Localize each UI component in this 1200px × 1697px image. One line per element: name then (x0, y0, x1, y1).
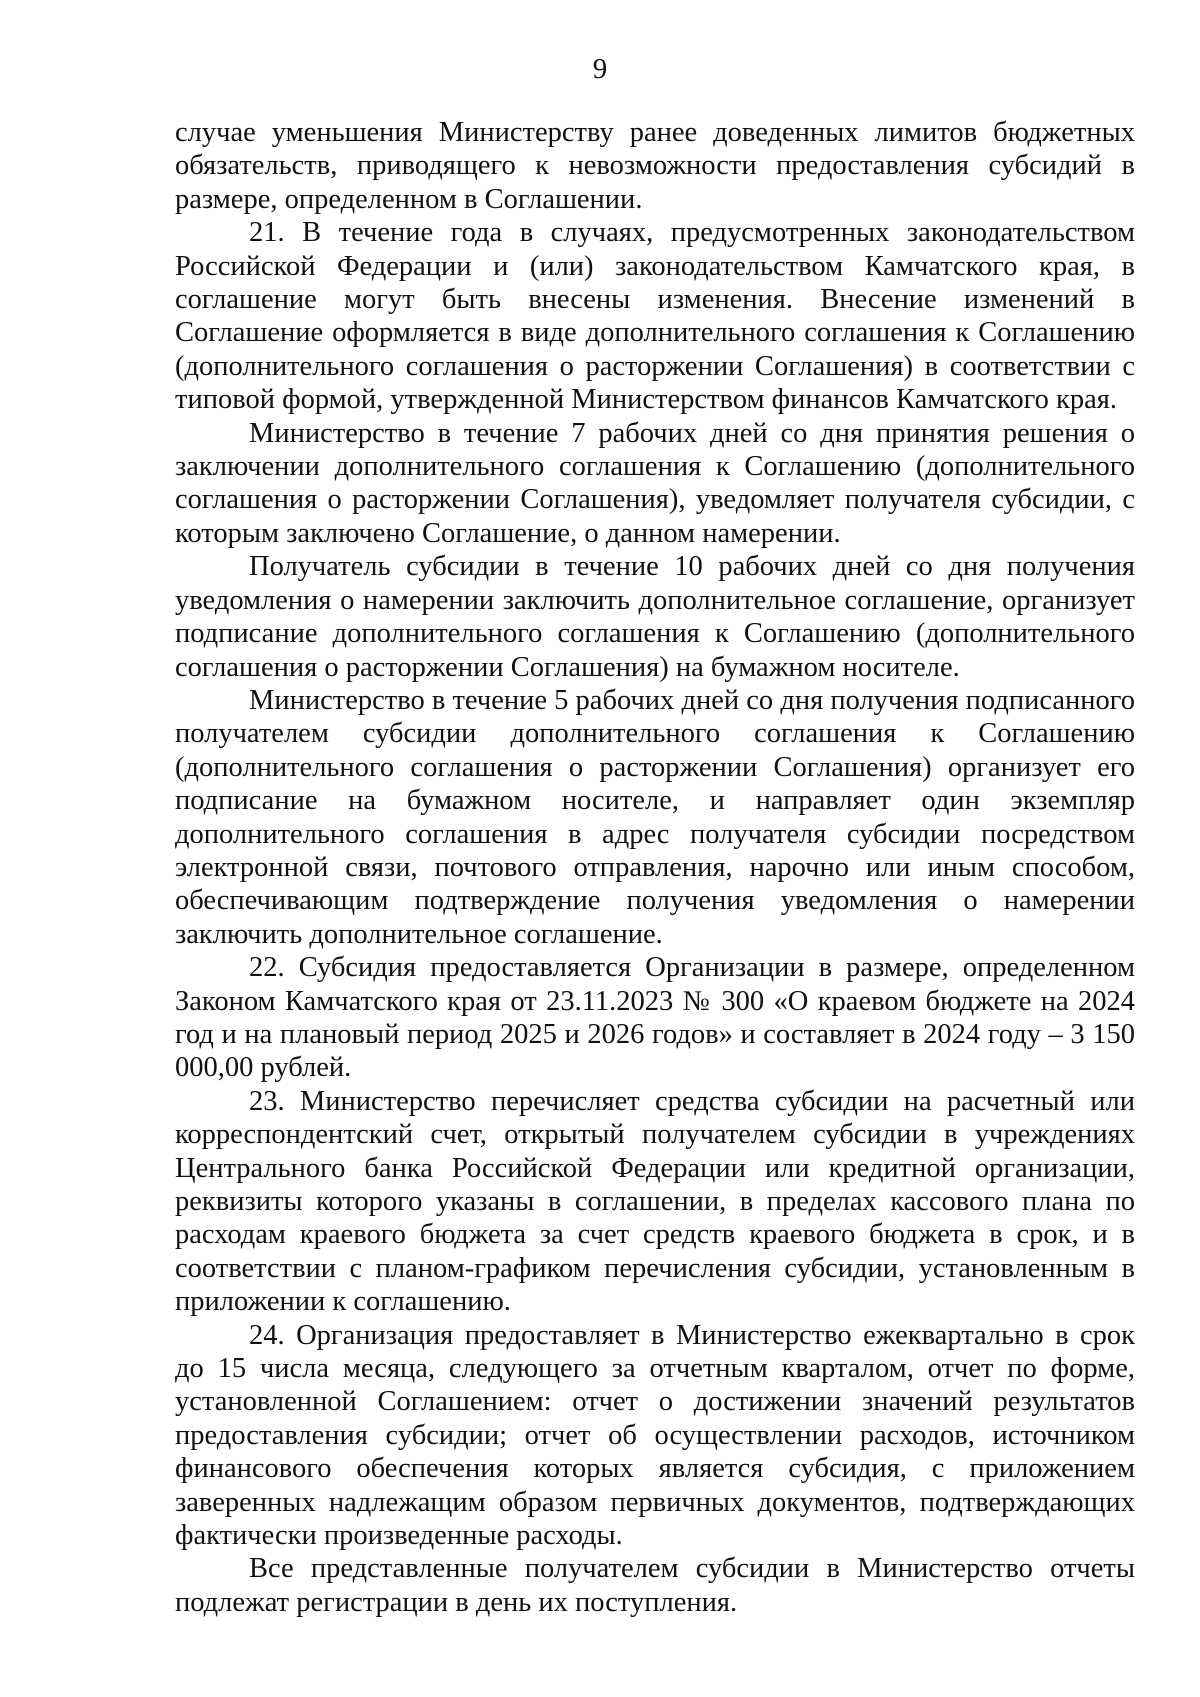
paragraph-ministry-signing: Министерство в течение 5 рабочих дней со дня получения подписанного получателем субсидии дополнительного соглашения к Соглашению (дополнительного соглашения о расторжении Соглашения) организует его подписание на бумажном носителе, и направляет один экземпляр дополнительного соглашения в адрес получателя субсидии посредством электронной связи, почтового отправления, нарочно или иным способом, обеспечивающим подтверждение получения уведомления о намерении заключить дополнительное соглашение. (175, 684, 1135, 950)
paragraph-recipient-signing: Получатель субсидии в течение 10 рабочих дней со дня получения уведомления о намерении заключить дополнительное соглашение, организует подписание дополнительного соглашения к Соглашению (дополнительного соглашения о расторжении Соглашения) на бумажном носителе. (175, 551, 1135, 683)
paragraph-continuation: случае уменьшения Министерству ранее доведенных лимитов бюджетных обязательств, приводящего к невозможности предоставления субсидий в размере, определенном в Соглашении. (175, 117, 1135, 215)
paragraph-clause-23: 23. Министерство перечисляет средства субсидии на расчетный или корреспондентский счет, открытый получателем субсидии в учреждениях Центрального банка Российской Федерации или кредитной организации, реквизиты которого указаны в соглашении, в пределах кассового плана по расходам краевого бюджета за счет средств краевого бюджета в срок, и в соответствии с планом-графиком перечисления субсидии, установленным в приложении к соглашению. (175, 1085, 1135, 1318)
paragraph-clause-21: 21. В течение года в случаях, предусмотренных законодательством Российской Федерации и (или) законодательством Камчатского края, в соглашение могут быть внесены изменения. Внесение изменений в Соглашение оформляется в виде дополнительного соглашения к Соглашению (дополнительного соглашения о расторжении Соглашения) в соответствии с типовой формой, утвержденной Министерством финансов Камчатского края. (175, 217, 1135, 416)
paragraph-reports-registration: Все представленные получателем субсидии в Министерство отчеты подлежат регистрации в день их поступления. (175, 1553, 1135, 1618)
page-number: 9 (592, 53, 608, 85)
document-body (175, 116, 1135, 1619)
paragraph-clause-22: 22. Субсидия предоставляется Организации в размере, определенном Законом Камчатского края от 23.11.2023 № 300 «О краевом бюджете на 2024 год и на плановый период 2025 и 2026 годов» и составляет в 2024 году – 3 150 000,00 рублей. (175, 952, 1135, 1084)
paragraph-ministry-notification: Министерство в течение 7 рабочих дней со дня принятия решения о заключении дополнительного соглашения к Соглашению (дополнительного соглашения о расторжении Соглашения), уведомляет получателя субсидии, с которым заключено Соглашение, о данном намерении. (175, 417, 1135, 549)
paragraph-clause-24: 24. Организация предоставляет в Министерство ежеквартально в срок до 15 числа месяца, следующего за отчетным кварталом, отчет по форме, установленной Соглашением: отчет о достижении значений результатов предоставления субсидии; отчет об осуществлении расходов, источником финансового обеспечения которых является субсидия, с приложением заверенных надлежащим образом первичных документов, подтверждающих фактически произведенные расходы. (175, 1319, 1135, 1552)
